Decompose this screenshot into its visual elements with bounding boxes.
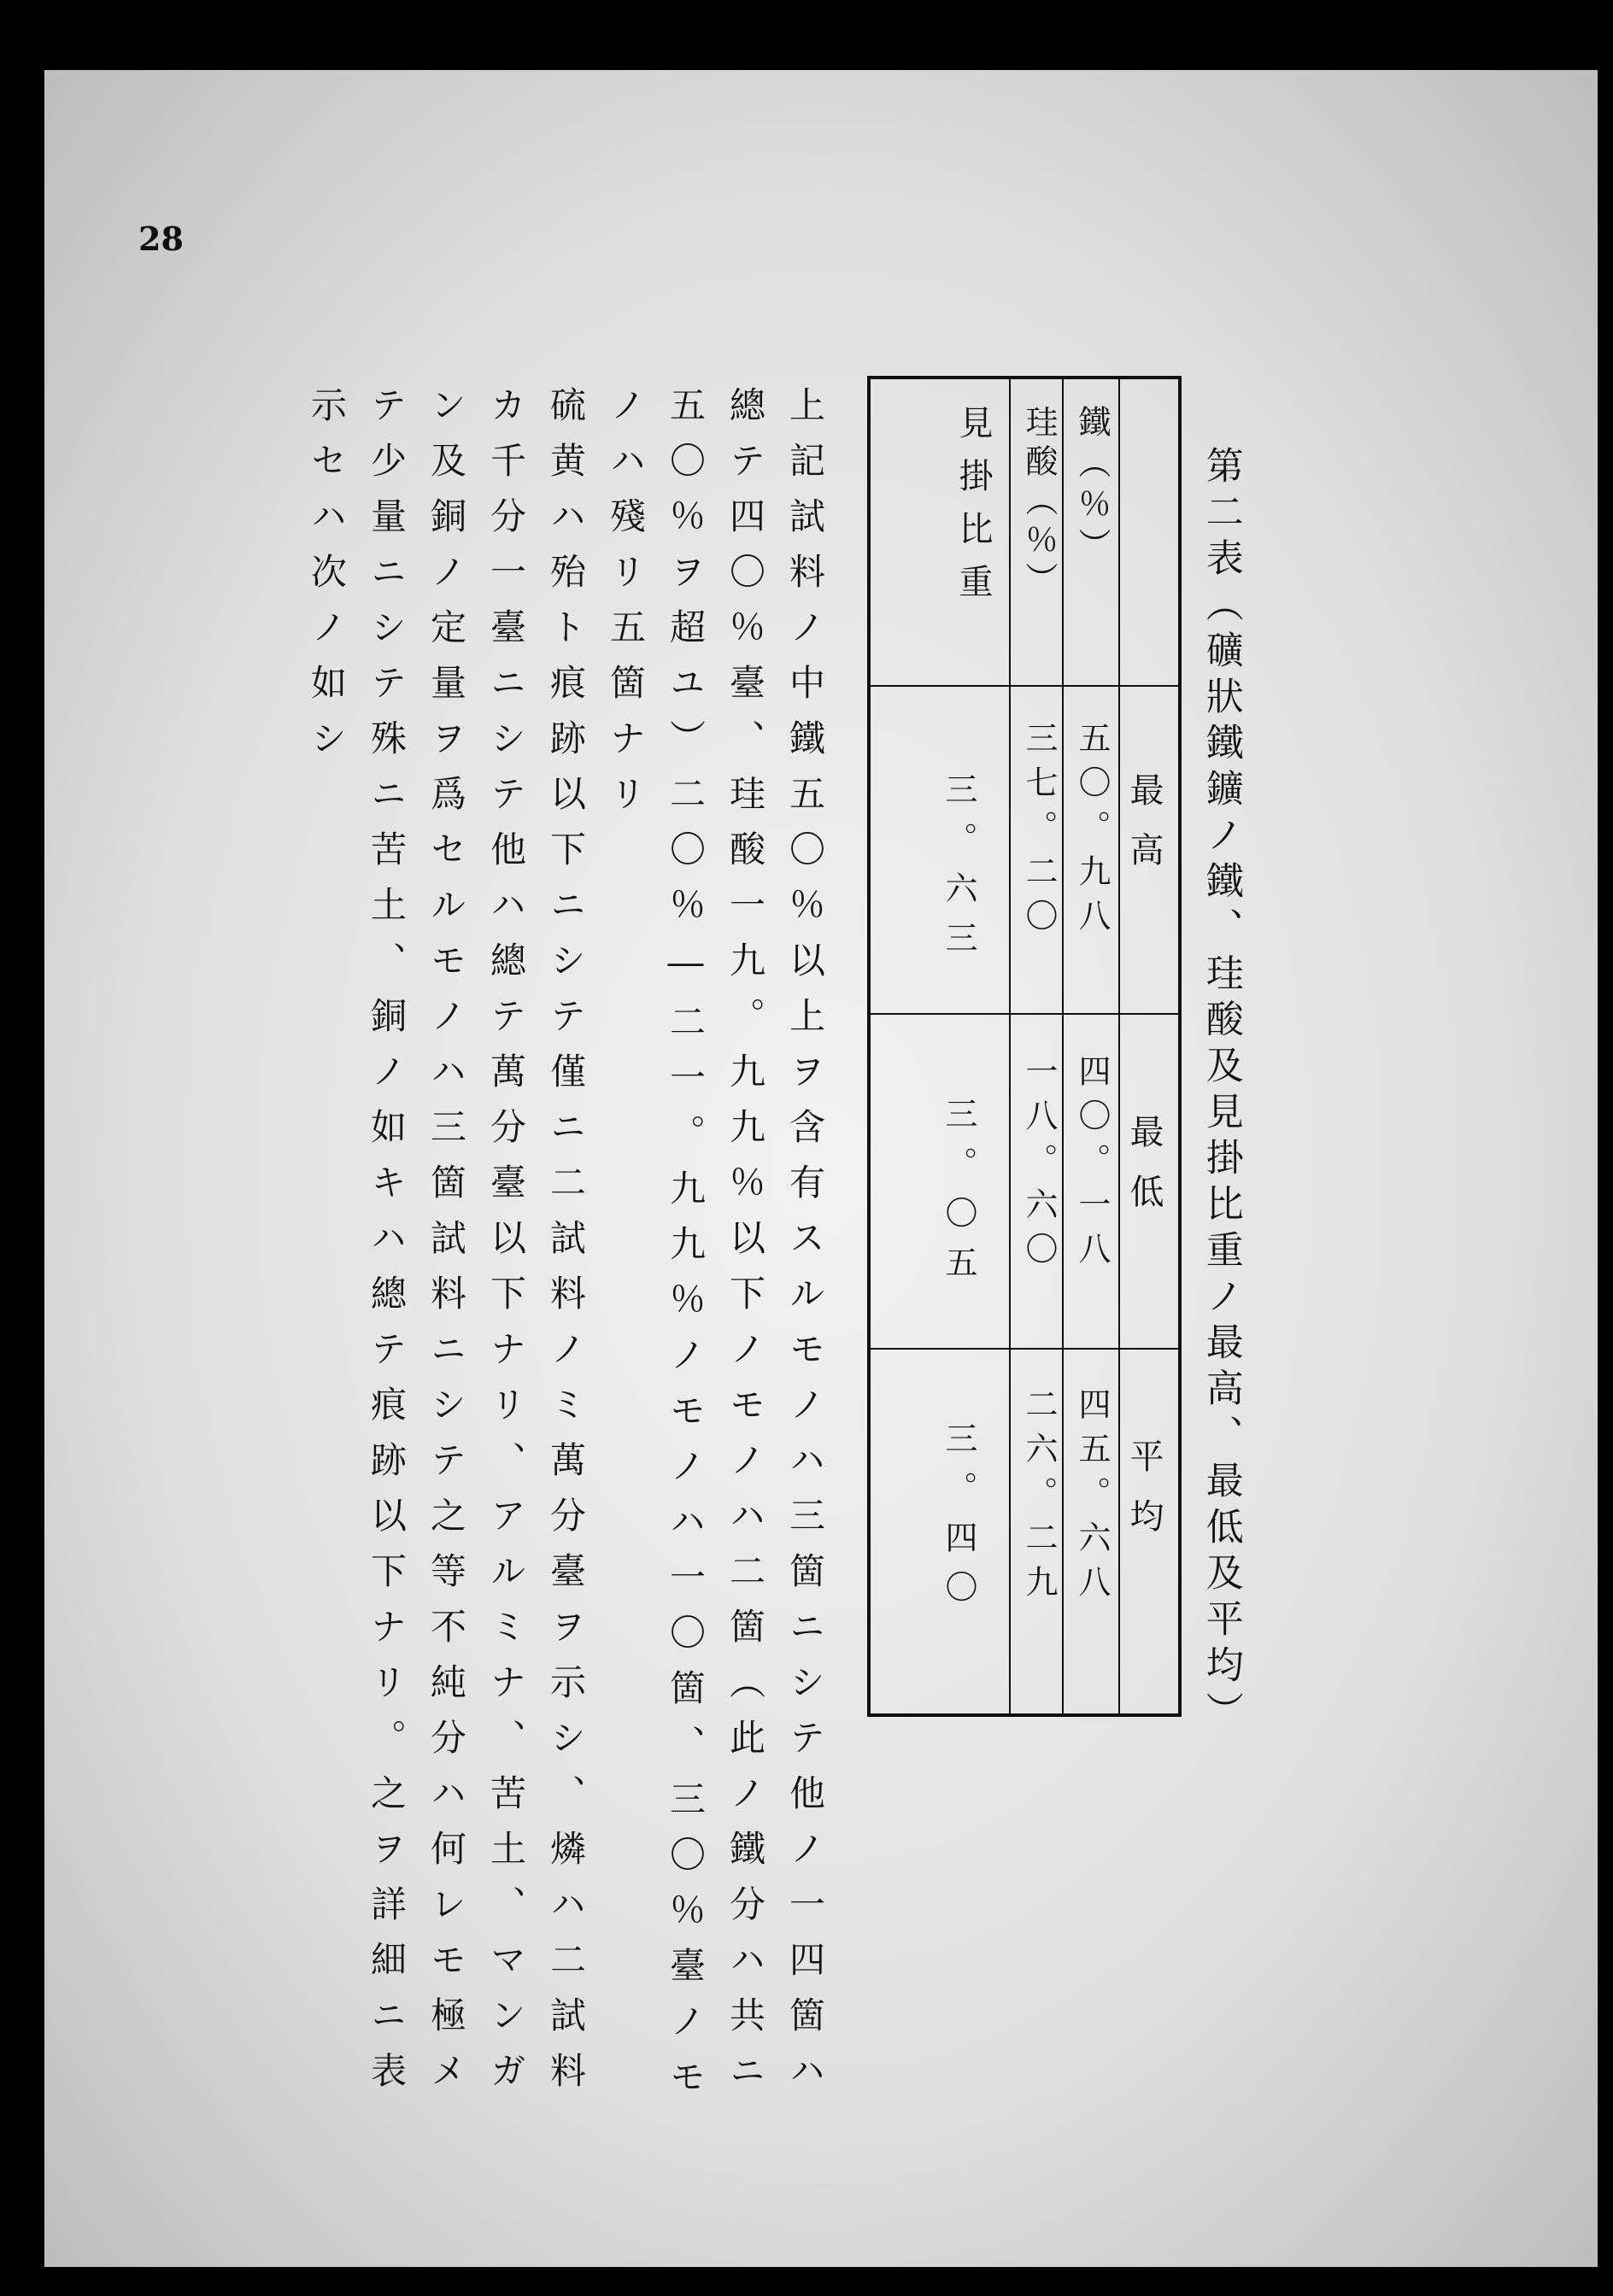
table-cell: 三。〇五 <box>940 1097 977 1295</box>
table-row-divider <box>871 685 1178 687</box>
table-column-divider <box>1118 379 1120 1713</box>
body-line: 總テ四〇％臺、珪酸一九。九九％以下ノモノハ二箇（此ノ鐵分ハ共ニ <box>724 386 766 2107</box>
table-column-divider <box>1062 379 1064 1713</box>
body-line: 示セハ次ノ如シ <box>306 386 348 775</box>
table-header-min: 最低 <box>1124 1114 1164 1233</box>
table-row-label-iron: 鐵（％） <box>1073 405 1111 569</box>
table-cell: 五〇。九八 <box>1073 721 1111 943</box>
table-column-divider <box>1009 379 1011 1713</box>
body-line: ノハ殘リ五箇ナリ <box>605 386 647 830</box>
body-line: 五〇％ヲ超ユ）二〇％―二一。九九％ノモノハ一〇箇、三〇％臺ノモ <box>665 386 707 2113</box>
table-cell: 四〇。一八 <box>1073 1054 1111 1276</box>
body-line: 上記試料ノ中鐵五〇％以上ヲ含有スルモノハ三箇ニシテ他ノ一四箇ハ <box>784 386 826 2107</box>
table-header-max: 最高 <box>1124 772 1164 892</box>
table-cell: 一八。六〇 <box>1020 1054 1058 1276</box>
table-row-label-silica: 珪酸（％） <box>1020 405 1058 601</box>
table-cell: 四五。六八 <box>1073 1387 1111 1609</box>
data-table <box>867 376 1182 1717</box>
body-line: ン及銅ノ定量ヲ爲セルモノハ三箇試料ニシテ之等不純分ハ何レモ極メ <box>425 386 467 2107</box>
page-number: 28 <box>138 220 184 258</box>
body-line: テ少量ニシテ殊ニ苦土、銅ノ如キハ總テ痕跡以下ナリ。之ヲ詳細ニ表 <box>366 386 408 2107</box>
table-header-avg: 平均 <box>1124 1438 1164 1558</box>
table-title: 第二表（礦狀鐵鑛ノ鐵、珪酸及見掛比重ノ最高、最低及平均） <box>1199 446 1243 1737</box>
table-cell: 三。四〇 <box>940 1421 977 1620</box>
document-page <box>44 70 1598 2267</box>
table-cell: 三七。二〇 <box>1020 721 1058 943</box>
table-row-label-gravity: 見掛比重 <box>953 405 993 617</box>
table-row-divider <box>871 1348 1178 1350</box>
table-row-divider <box>871 1013 1178 1015</box>
table-cell: 二六。二九 <box>1020 1387 1058 1609</box>
body-line: 硫黄ハ殆ト痕跡以下ニシテ僅ニ二試料ノミ萬分臺ヲ示シ、燐ハ二試料 <box>545 386 587 2107</box>
body-line: カ千分一臺ニシテ他ハ總テ萬分臺以下ナリ、アルミナ、苦土、マンガ <box>485 386 527 2107</box>
table-cell: 三。六三 <box>940 772 977 970</box>
